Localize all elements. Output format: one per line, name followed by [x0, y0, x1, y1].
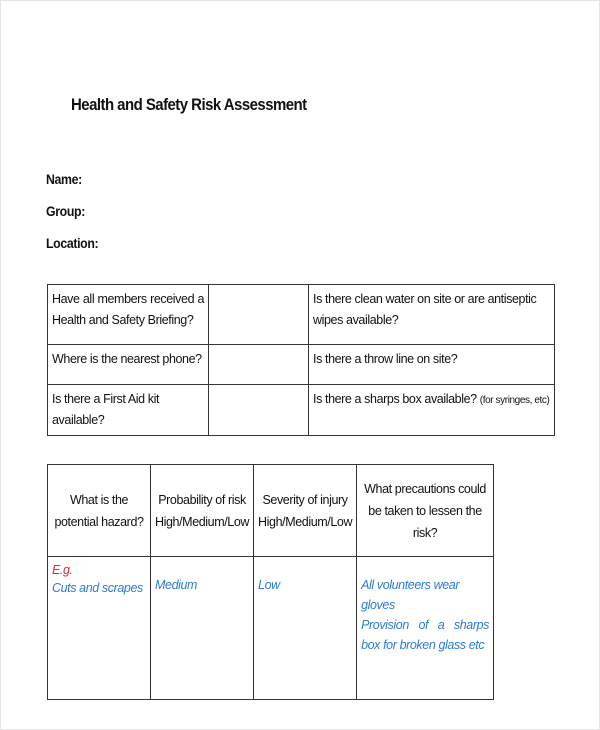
question-cell: Is there clean water on site or are antiseptic wipes available?: [309, 285, 555, 345]
question-cell: [309, 385, 555, 436]
precautions-cell: [357, 557, 494, 700]
hazard-text: Cuts and scrapes: [52, 581, 143, 595]
header-hazard: What is the potential hazard?: [48, 465, 151, 557]
table-row: [48, 557, 494, 700]
table-row: [48, 285, 555, 345]
probability-cell: Medium: [151, 557, 254, 700]
precaution-2: Provision of a sharps box for broken glass etc: [361, 618, 489, 652]
header-probability: Probability of risk High/Medium/Low: [151, 465, 254, 557]
header-row: [48, 465, 494, 557]
answer-cell[interactable]: [209, 285, 309, 345]
checklist-table: [47, 284, 555, 436]
question-note: (for syringes, etc): [479, 395, 550, 406]
hazard-cell: [48, 557, 151, 700]
name-label: Name:: [46, 171, 82, 187]
question-cell: Is there a throw line on site?: [309, 345, 555, 385]
precaution-1: All volunteers wear gloves: [361, 578, 460, 612]
question-cell: Where is the nearest phone?: [48, 345, 209, 385]
severity-cell: Low: [254, 557, 357, 700]
question-text: Is there a sharps box available?: [313, 392, 477, 406]
question-cell: Have all members received a Health and Safety Briefing?: [48, 285, 209, 345]
risk-assessment-table: [47, 464, 494, 700]
table-row: [48, 385, 555, 436]
header-severity: Severity of injury High/Medium/Low: [254, 465, 357, 557]
answer-cell[interactable]: [209, 345, 309, 385]
answer-cell[interactable]: [209, 385, 309, 436]
group-label: Group:: [46, 203, 85, 219]
example-label: E.g.: [52, 563, 73, 577]
location-label: Location:: [46, 235, 99, 251]
question-cell: Is there a First Aid kit available?: [48, 385, 209, 436]
table-row: [48, 345, 555, 385]
page-title: Health and Safety Risk Assessment: [71, 95, 307, 114]
header-precautions: What precautions could be taken to lessen the risk?: [357, 465, 494, 557]
